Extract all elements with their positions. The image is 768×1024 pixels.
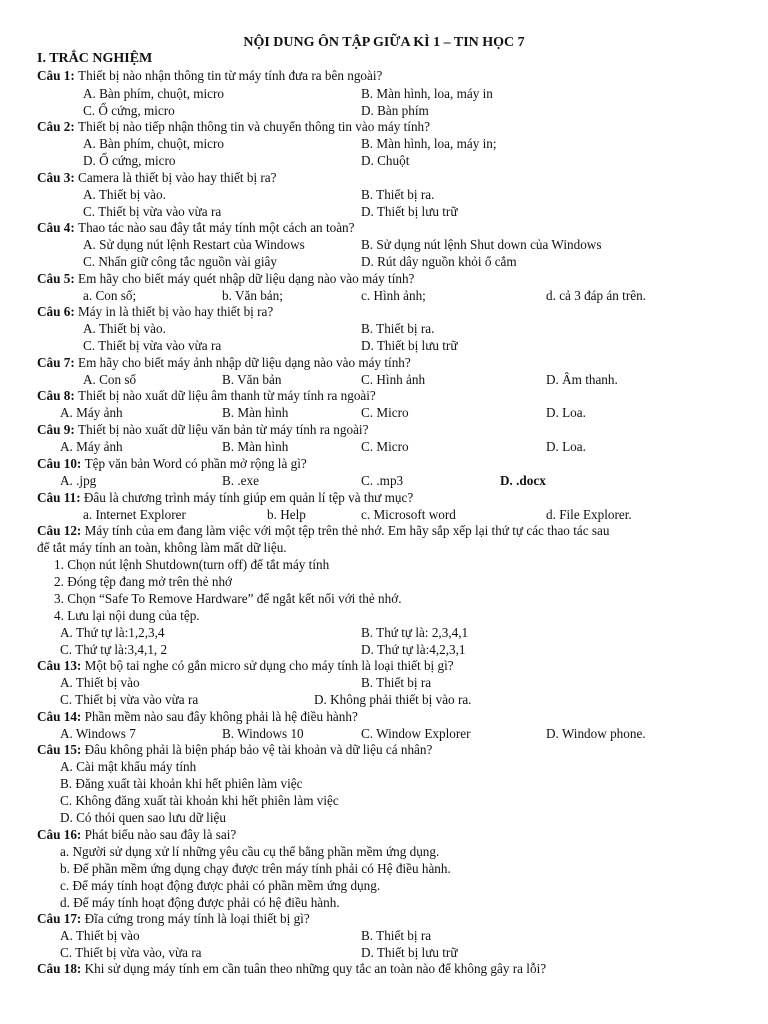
question-line xyxy=(0,354,768,371)
question-text: Đâu không phải là biện pháp bảo vệ tài khoản và dữ liệu cá nhân? xyxy=(84,742,433,757)
step: 1. Chọn nút lệnh Shutdown(turn off) để tắt máy tính xyxy=(54,557,330,572)
question-line xyxy=(0,455,768,472)
question xyxy=(37,489,413,506)
option-row xyxy=(0,152,768,169)
option: a. Internet Explorer xyxy=(83,507,186,522)
question-number: Câu 14: xyxy=(37,709,85,724)
question-number: Câu 18: xyxy=(37,961,85,976)
option: B. Màn hình xyxy=(222,405,289,420)
question-text: Máy tính của em đang làm việc với một tệp trên thẻ nhớ. Em hãy sắp xếp lại thứ tự các thao tác sau xyxy=(84,523,610,538)
question-line xyxy=(0,118,768,135)
question-text: Thiết bị nào nhận thông tin từ máy tính đưa ra bên ngoài? xyxy=(78,68,383,83)
option: A. Bàn phím, chuột, micro xyxy=(83,136,225,151)
option: D. Loa. xyxy=(546,405,586,420)
question xyxy=(37,303,273,320)
option: A. Thiết bị vào. xyxy=(83,187,166,202)
question-line xyxy=(0,169,768,186)
option: B. Thiết bị ra xyxy=(361,675,432,690)
option: C. Thứ tự là:3,4,1, 2 xyxy=(60,642,168,657)
option: B. Thứ tự là: 2,3,4,1 xyxy=(361,625,469,640)
question xyxy=(37,455,307,472)
question-text: Em hãy cho biết máy quét nhập dữ liệu dạng nào vào máy tính? xyxy=(78,271,415,286)
option: C. Window Explorer xyxy=(361,726,471,741)
question-line xyxy=(0,522,768,539)
option-row xyxy=(0,894,768,911)
option-row xyxy=(0,404,768,421)
option: D. Bàn phím xyxy=(361,103,429,118)
option-row xyxy=(0,725,768,742)
option: C. Micro xyxy=(361,439,409,454)
step-row xyxy=(0,556,768,573)
document-title: NỘI DUNG ÔN TẬP GIỮA KÌ 1 – TIN HỌC 7 xyxy=(243,35,525,50)
option: c. Microsoft word xyxy=(361,507,456,522)
question-number: Câu 12: xyxy=(37,523,85,538)
question-text: Đâu là chương trình máy tính giúp em quản lí tệp và thư mục? xyxy=(83,490,414,505)
option: B. Sử dụng nút lệnh Shut down của Windows xyxy=(361,237,602,252)
option: B. Đăng xuất tài khoản khi hết phiên làm việc xyxy=(60,776,303,791)
question-number: Câu 9: xyxy=(37,422,79,437)
option: d. cả 3 đáp án trên. xyxy=(546,288,646,303)
question-line xyxy=(0,741,768,758)
question-line xyxy=(0,421,768,438)
option: D. .docx xyxy=(500,473,546,488)
option: B. Thiết bị ra. xyxy=(361,187,435,202)
question-text: Thiết bị nào xuất dữ liệu âm thanh từ máy tính ra ngoài? xyxy=(78,388,376,403)
step: 2. Đóng tệp đang mở trên thẻ nhớ xyxy=(54,574,233,589)
option: b. Văn bản; xyxy=(222,288,283,303)
option-row xyxy=(0,674,768,691)
option-row xyxy=(0,186,768,203)
question-line xyxy=(0,960,768,977)
option: A. Bàn phím, chuột, micro xyxy=(83,86,225,101)
question xyxy=(37,118,430,135)
option: B. Windows 10 xyxy=(222,726,304,741)
option: A. Thiết bị vào. xyxy=(83,321,166,336)
option: A. Sử dụng nút lệnh Restart của Windows xyxy=(83,237,305,252)
question-number: Câu 5: xyxy=(37,271,79,286)
option: C. Thiết bị vừa vào vừa ra xyxy=(60,692,199,707)
option: A. Con số xyxy=(83,372,137,387)
question-line xyxy=(0,539,768,556)
option: A. .jpg xyxy=(60,473,97,488)
question-line xyxy=(0,67,768,84)
option: C. Hình ảnh xyxy=(361,372,426,387)
option-row xyxy=(0,860,768,877)
option: C. .mp3 xyxy=(361,473,404,488)
option: B. Màn hình xyxy=(222,439,289,454)
option: C. Ổ cứng, micro xyxy=(83,103,175,118)
option-row xyxy=(0,337,768,354)
option-row xyxy=(0,102,768,119)
step: 4. Lưu lại nội dung của tệp. xyxy=(54,608,200,623)
question-text: Thiết bị nào xuất dữ liệu văn bản từ máy tính ra ngoài? xyxy=(78,422,369,437)
option: C. Nhấn giữ công tắc nguồn vài giây xyxy=(83,254,277,269)
option-row xyxy=(0,641,768,658)
question-number: Câu 1: xyxy=(37,68,79,83)
step-row xyxy=(0,573,768,590)
option: D. Âm thanh. xyxy=(546,372,618,387)
option: D. Ổ cứng, micro xyxy=(83,153,176,168)
option: A. Cài mật khẩu máy tính xyxy=(60,759,197,774)
option-row xyxy=(0,287,768,304)
question-number: Câu 7: xyxy=(37,355,79,370)
question-text: Thao tác nào sau đây tắt máy tính một cách an toàn? xyxy=(78,220,355,235)
question xyxy=(37,708,358,725)
section-heading: I. TRẮC NGHIỆM xyxy=(37,51,153,66)
option: D. Loa. xyxy=(546,439,586,454)
question xyxy=(37,741,432,758)
question-line xyxy=(0,489,768,506)
option: B. .exe xyxy=(222,473,259,488)
question-number: Câu 15: xyxy=(37,742,85,757)
step-row xyxy=(0,590,768,607)
option: C. Thiết bị vừa vào vừa ra xyxy=(83,204,222,219)
question-number: Câu 4: xyxy=(37,220,79,235)
option: a. Con số; xyxy=(83,288,137,303)
question-line xyxy=(0,708,768,725)
option: B. Thiết bị ra xyxy=(361,928,432,943)
option-row xyxy=(0,944,768,961)
option: d. Để máy tính hoạt động được phải có hệ điều hành. xyxy=(60,895,340,910)
question xyxy=(37,522,609,539)
option: B. Thiết bị ra. xyxy=(361,321,435,336)
option: b. Help xyxy=(267,507,306,522)
option: D. Thứ tự là:4,2,3,1 xyxy=(361,642,466,657)
option-row xyxy=(0,472,768,489)
option: B. Màn hình, loa, máy in; xyxy=(361,136,497,151)
question-text: Đĩa cứng trong máy tính là loại thiết bị gì? xyxy=(84,911,310,926)
question-number: Câu 16: xyxy=(37,827,85,842)
question xyxy=(37,67,382,84)
option: D. Không phải thiết bị vào ra. xyxy=(314,692,472,707)
option-row xyxy=(0,792,768,809)
question-text: Phát biểu nào sau đây là sai? xyxy=(84,827,237,842)
question-text: Tệp văn bản Word có phần mở rộng là gì? xyxy=(84,456,307,471)
question xyxy=(37,219,355,236)
option: B. Màn hình, loa, máy in xyxy=(361,86,493,101)
question-line xyxy=(0,657,768,674)
question-number: Câu 6: xyxy=(37,304,79,319)
question xyxy=(37,826,236,843)
question xyxy=(37,387,376,404)
question-line xyxy=(0,270,768,287)
option-row xyxy=(0,371,768,388)
option-row xyxy=(0,775,768,792)
question xyxy=(37,910,310,927)
question xyxy=(37,354,411,371)
question-line xyxy=(0,303,768,320)
option: a. Người sử dụng xử lí những yêu cầu cụ thể bằng phần mềm ứng dụng. xyxy=(60,844,440,859)
option: A. Windows 7 xyxy=(60,726,136,741)
step-row xyxy=(0,607,768,624)
option: C. Không đăng xuất tài khoản khi hết phiên làm việc xyxy=(60,793,339,808)
option-row xyxy=(0,877,768,894)
question xyxy=(37,960,546,977)
option: d. File Explorer. xyxy=(546,507,632,522)
option: A. Máy ảnh xyxy=(60,405,123,420)
option: D. Thiết bị lưu trữ xyxy=(361,204,458,219)
option: C. Micro xyxy=(361,405,409,420)
option: c. Hình ảnh; xyxy=(361,288,426,303)
option: C. Thiết bị vừa vào, vừa ra xyxy=(60,945,202,960)
option: A. Máy ảnh xyxy=(60,439,123,454)
option-row xyxy=(0,809,768,826)
option: D. Chuột xyxy=(361,153,410,168)
option: B. Văn bản xyxy=(222,372,282,387)
question-text: Phần mềm nào sau đây không phải là hệ điều hành? xyxy=(84,709,358,724)
question-line xyxy=(0,387,768,404)
option-row xyxy=(0,236,768,253)
question-line xyxy=(0,910,768,927)
question-number: Câu 8: xyxy=(37,388,79,403)
question-number: Câu 3: xyxy=(37,170,79,185)
option: b. Để phần mềm ứng dụng chạy được trên máy tính phải có Hệ điều hành. xyxy=(60,861,451,876)
question-line xyxy=(0,219,768,236)
option-row xyxy=(0,135,768,152)
question-text: Một bộ tai nghe có gắn micro sử dụng cho máy tính là loại thiết bị gì? xyxy=(84,658,454,673)
option: D. Window phone. xyxy=(546,726,646,741)
option: D. Rút dây nguồn khỏi ổ cắm xyxy=(361,254,517,269)
question-text: để tắt máy tính an toàn, không làm mất dữ liệu. xyxy=(37,540,287,555)
question-number: Câu 2: xyxy=(37,119,79,134)
question-number: Câu 10: xyxy=(37,456,85,471)
question xyxy=(37,421,368,438)
question-number: Câu 11: xyxy=(37,490,84,505)
option: D. Thiết bị lưu trữ xyxy=(361,945,458,960)
option: c. Để máy tính hoạt động được phải có phần mềm ứng dụng. xyxy=(60,878,381,893)
option-row xyxy=(0,203,768,220)
option: A. Thiết bị vào xyxy=(60,675,140,690)
question-number: Câu 13: xyxy=(37,658,85,673)
step: 3. Chọn “Safe To Remove Hardware” để ngắt kết nối với thẻ nhớ. xyxy=(54,591,402,606)
option: A. Thứ tự là:1,2,3,4 xyxy=(60,625,165,640)
option-row xyxy=(0,438,768,455)
option-row xyxy=(0,506,768,523)
option-row xyxy=(0,758,768,775)
option-row xyxy=(0,843,768,860)
option-row xyxy=(0,85,768,102)
question xyxy=(37,657,454,674)
option-row xyxy=(0,320,768,337)
question-text: Máy in là thiết bị vào hay thiết bị ra? xyxy=(78,304,274,319)
option: D. Có thói quen sao lưu dữ liệu xyxy=(60,810,226,825)
option-row xyxy=(0,253,768,270)
question-number: Câu 17: xyxy=(37,911,85,926)
question-line xyxy=(0,826,768,843)
question xyxy=(37,169,277,186)
option-row xyxy=(0,927,768,944)
option: A. Thiết bị vào xyxy=(60,928,140,943)
question-text: Camera là thiết bị vào hay thiết bị ra? xyxy=(78,170,277,185)
option-row xyxy=(0,691,768,708)
option-row xyxy=(0,624,768,641)
question-text: Em hãy cho biết máy ảnh nhập dữ liệu dạng nào vào máy tính? xyxy=(78,355,411,370)
question-text: Thiết bị nào tiếp nhận thông tin và chuyển thông tin vào máy tính? xyxy=(78,119,430,134)
question-text: Khi sử dụng máy tính em cần tuân theo những quy tắc an toàn nào để không gây ra lỗi? xyxy=(84,961,547,976)
option: D. Thiết bị lưu trữ xyxy=(361,338,458,353)
question xyxy=(37,270,414,287)
option: C. Thiết bị vừa vào vừa ra xyxy=(83,338,222,353)
